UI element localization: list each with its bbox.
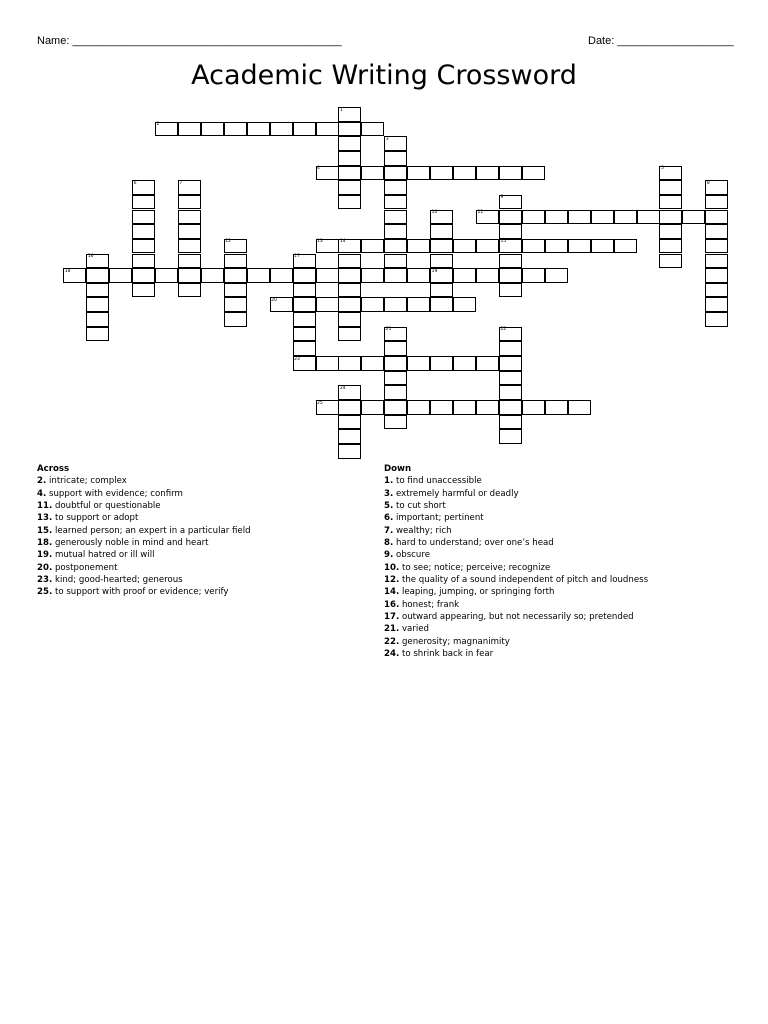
grid-cell[interactable] (361, 166, 384, 181)
grid-cell[interactable] (384, 385, 407, 400)
down-clue (384, 512, 744, 524)
clue-text: to cut short (393, 501, 446, 512)
grid-cell[interactable] (293, 268, 316, 283)
clue-text: to shrink back in fear (399, 649, 494, 660)
clue-text: kind; good-hearted; generous (52, 575, 183, 586)
grid-cell[interactable] (384, 415, 407, 430)
grid-cell[interactable] (705, 224, 728, 239)
grid-cell[interactable] (224, 254, 247, 269)
grid-cell[interactable] (499, 341, 522, 356)
cell-number: 16 (87, 254, 94, 259)
grid-cell[interactable] (522, 166, 545, 181)
grid-cell[interactable] (384, 297, 407, 312)
clue-text: leaping, jumping, or springing forth (399, 587, 555, 598)
grid-cell[interactable] (659, 210, 682, 225)
grid-cell[interactable] (453, 400, 476, 415)
down-clue (384, 500, 744, 512)
across-clue (37, 537, 367, 549)
grid-cell[interactable] (499, 429, 522, 444)
grid-cell[interactable] (132, 268, 155, 283)
grid-cell[interactable] (430, 239, 453, 254)
grid-cell[interactable] (522, 268, 545, 283)
grid-cell[interactable] (224, 297, 247, 312)
clue-number: 3. (384, 488, 394, 499)
grid-cell[interactable] (338, 327, 361, 342)
grid-cell[interactable] (430, 166, 453, 181)
clue-number: 5. (384, 501, 394, 512)
clue-number: 19. (37, 550, 53, 561)
page-title: Academic Writing Crossword (191, 60, 577, 91)
down-clue (384, 636, 744, 648)
cell-number: 8 (706, 180, 710, 186)
grid-cell[interactable] (705, 312, 728, 327)
grid-cell[interactable] (384, 239, 407, 254)
cell-number: 5 (660, 166, 664, 172)
grid-cell[interactable] (384, 224, 407, 239)
grid-cell[interactable] (338, 180, 361, 195)
grid-cell[interactable] (178, 122, 201, 137)
grid-cell[interactable] (614, 210, 637, 225)
cell-number: 11 (477, 210, 484, 216)
grid-cell[interactable] (247, 122, 270, 137)
grid-cell[interactable] (178, 195, 201, 210)
across-clue (37, 488, 367, 500)
grid-cell[interactable] (224, 122, 247, 137)
grid-cell[interactable] (659, 224, 682, 239)
grid-cell[interactable] (178, 268, 201, 283)
grid-cell[interactable] (705, 283, 728, 298)
down-clue-list (384, 475, 744, 660)
cell-number: 2 (156, 122, 160, 128)
grid-cell[interactable] (338, 136, 361, 151)
grid-cell[interactable] (637, 210, 660, 225)
cell-number: 19 (431, 268, 438, 274)
grid-cell[interactable] (407, 297, 430, 312)
grid-cell[interactable] (499, 356, 522, 371)
clue-text: wealthy; rich (393, 525, 452, 536)
grid-cell[interactable] (293, 297, 316, 312)
clue-number: 12. (384, 575, 400, 586)
grid-cell[interactable] (109, 268, 132, 283)
clue-text: honest; frank (399, 599, 460, 610)
grid-cell[interactable] (499, 210, 522, 225)
cell-number: 20 (271, 297, 277, 303)
grid-cell[interactable] (338, 151, 361, 166)
grid-cell[interactable] (178, 283, 201, 298)
grid-cell[interactable] (384, 356, 407, 371)
name-field[interactable]: Name: ____________________________________________ (37, 35, 342, 47)
grid-cell[interactable] (338, 268, 361, 283)
grid-cell[interactable] (407, 400, 430, 415)
clue-number: 21. (384, 624, 400, 635)
grid-cell[interactable] (453, 239, 476, 254)
grid-cell[interactable] (293, 122, 316, 137)
down-clue (384, 648, 744, 660)
grid-cell[interactable] (224, 312, 247, 327)
cell-number: 18 (64, 268, 71, 274)
grid-cell[interactable] (338, 122, 361, 137)
grid-cell[interactable] (545, 239, 568, 254)
clue-number: 9. (384, 550, 394, 561)
grid-cell[interactable] (476, 268, 499, 283)
grid-cell[interactable] (384, 254, 407, 269)
clue-number: 14. (384, 587, 400, 598)
grid-cell[interactable] (338, 283, 361, 298)
grid-cell[interactable] (132, 195, 155, 210)
grid-cell[interactable] (453, 356, 476, 371)
grid-cell[interactable] (476, 356, 499, 371)
across-clue (37, 500, 367, 512)
grid-cell[interactable] (499, 254, 522, 269)
clue-number: 15. (37, 525, 53, 536)
grid-cell[interactable] (224, 283, 247, 298)
clue-number: 22. (384, 636, 400, 647)
cell-number: 25 (317, 400, 323, 406)
grid-cell[interactable] (361, 268, 384, 283)
grid-cell[interactable] (338, 195, 361, 210)
down-clue (384, 623, 744, 635)
clue-number: 7. (384, 525, 394, 536)
grid-cell[interactable] (499, 415, 522, 430)
clue-number: 1. (384, 476, 394, 487)
grid-cell[interactable] (384, 400, 407, 415)
clue-text: to find unaccessible (393, 476, 482, 487)
grid-cell[interactable] (568, 210, 591, 225)
grid-cell[interactable] (361, 400, 384, 415)
grid-cell[interactable] (361, 239, 384, 254)
down-clue (384, 537, 744, 549)
grid-cell[interactable] (384, 371, 407, 386)
grid-cell[interactable] (178, 254, 201, 269)
clue-text: to support with proof or evidence; verify (52, 587, 229, 598)
grid-cell[interactable] (430, 356, 453, 371)
grid-cell[interactable] (316, 297, 339, 312)
across-clue (37, 549, 367, 561)
grid-cell[interactable] (361, 356, 384, 371)
clue-text: mutual hatred or ill will (52, 550, 155, 561)
grid-cell[interactable] (178, 210, 201, 225)
grid-cell[interactable] (499, 385, 522, 400)
down-clue (384, 488, 744, 500)
clue-text: extremely harmful or deadly (393, 488, 519, 499)
clue-text: learned person; an expert in a particular field (52, 525, 251, 536)
clue-number: 17. (384, 612, 400, 623)
cell-number: 10 (431, 210, 438, 216)
grid-cell[interactable] (430, 283, 453, 298)
cell-number: 24 (339, 385, 346, 391)
grid-cell[interactable] (384, 195, 407, 210)
grid-cell[interactable] (201, 268, 224, 283)
grid-cell[interactable] (705, 254, 728, 269)
down-clue (384, 611, 744, 623)
grid-cell[interactable] (430, 254, 453, 269)
grid-cell[interactable] (132, 239, 155, 254)
grid-cell[interactable] (338, 312, 361, 327)
clue-text: postponement (52, 562, 118, 573)
grid-cell[interactable] (591, 210, 614, 225)
grid-cell[interactable] (132, 210, 155, 225)
grid-cell[interactable] (293, 312, 316, 327)
clue-number: 24. (384, 649, 400, 660)
grid-cell[interactable] (338, 429, 361, 444)
grid-cell[interactable] (659, 180, 682, 195)
grid-cell[interactable] (659, 195, 682, 210)
clue-number: 10. (384, 562, 400, 573)
cell-number: 17 (294, 254, 300, 259)
grid-cell[interactable] (705, 297, 728, 312)
grid-cell[interactable] (361, 297, 384, 312)
grid-cell[interactable] (338, 166, 361, 181)
grid-cell[interactable] (132, 224, 155, 239)
clue-text: important; pertinent (393, 513, 484, 524)
clue-number: 13. (37, 513, 53, 524)
grid-cell[interactable] (247, 268, 270, 283)
grid-cell[interactable] (361, 122, 384, 137)
grid-cell[interactable] (86, 312, 109, 327)
down-heading: Down (384, 464, 412, 474)
grid-cell[interactable] (682, 210, 705, 225)
grid-cell[interactable] (430, 297, 453, 312)
grid-cell[interactable] (545, 268, 568, 283)
clue-number: 8. (384, 538, 394, 549)
grid-cell[interactable] (155, 268, 178, 283)
grid-cell[interactable] (316, 122, 339, 137)
grid-cell[interactable] (86, 283, 109, 298)
grid-cell[interactable] (338, 415, 361, 430)
clue-text: varied (399, 624, 429, 635)
down-clues (384, 463, 744, 661)
grid-cell[interactable] (86, 327, 109, 342)
cell-number: 9 (500, 195, 504, 201)
clue-number: 25. (37, 587, 53, 598)
grid-cell[interactable] (705, 195, 728, 210)
grid-cell[interactable] (430, 400, 453, 415)
clue-text: intricate; complex (46, 476, 127, 487)
grid-cell[interactable] (522, 210, 545, 225)
grid-cell[interactable] (522, 400, 545, 415)
clue-number: 18. (37, 538, 53, 549)
across-clue (37, 574, 367, 586)
grid-cell[interactable] (453, 166, 476, 181)
grid-cell[interactable] (430, 224, 453, 239)
clue-text: generosity; magnanimity (399, 636, 510, 647)
grid-cell[interactable] (338, 444, 361, 459)
grid-cell[interactable] (270, 268, 293, 283)
grid-cell[interactable] (476, 239, 499, 254)
clue-number: 23. (37, 575, 53, 586)
clue-text: to see; notice; perceive; recognize (399, 562, 551, 573)
grid-cell[interactable] (293, 341, 316, 356)
cell-number: 7 (179, 180, 183, 186)
clue-text: obscure (393, 550, 430, 561)
grid-cell[interactable] (86, 297, 109, 312)
clue-text: outward appearing, but not necessarily so; pretended (399, 612, 634, 623)
grid-cell[interactable] (384, 151, 407, 166)
grid-cell[interactable] (568, 239, 591, 254)
cell-number: 1 (339, 107, 343, 113)
clue-text: generously noble in mind and heart (52, 538, 209, 549)
down-clue (384, 549, 744, 561)
cell-number: 3 (385, 136, 389, 142)
grid-cell[interactable] (705, 239, 728, 254)
clue-text: the quality of a sound independent of pitch and loudness (399, 575, 649, 586)
grid-cell[interactable] (545, 210, 568, 225)
grid-cell[interactable] (384, 210, 407, 225)
grid-cell[interactable] (705, 268, 728, 283)
grid-cell[interactable] (499, 268, 522, 283)
across-clue (37, 475, 367, 487)
clue-text: hard to understand; over one’s head (393, 538, 554, 549)
clue-text: support with evidence; confirm (46, 488, 183, 499)
grid-cell[interactable] (453, 297, 476, 312)
down-clue (384, 599, 744, 611)
across-heading: Across (37, 464, 70, 474)
clue-text: to support or adopt (52, 513, 139, 524)
cell-number: 6 (133, 180, 137, 186)
grid-cell[interactable] (591, 239, 614, 254)
down-clue (384, 562, 744, 574)
grid-cell[interactable] (384, 166, 407, 181)
clue-number: 20. (37, 562, 53, 573)
grid-cell[interactable] (499, 400, 522, 415)
cell-number: 21 (385, 327, 392, 333)
cell-number: 15 (500, 239, 507, 245)
cell-number: 22 (500, 327, 507, 333)
cell-number: 13 (317, 239, 323, 245)
grid-cell[interactable] (407, 356, 430, 371)
clue-number: 6. (384, 513, 394, 524)
grid-cell[interactable] (316, 268, 339, 283)
grid-cell[interactable] (384, 180, 407, 195)
grid-cell[interactable] (453, 268, 476, 283)
grid-cell[interactable] (178, 224, 201, 239)
down-clue (384, 475, 744, 487)
down-clue (384, 586, 744, 598)
grid-cell[interactable] (614, 239, 637, 254)
cell-number: 4 (317, 166, 320, 172)
grid-cell[interactable] (270, 122, 293, 137)
across-clue (37, 512, 367, 524)
clue-number: 2. (37, 476, 47, 487)
across-clues (37, 463, 367, 599)
grid-cell[interactable] (86, 268, 109, 283)
grid-cell[interactable] (568, 400, 591, 415)
grid-cell[interactable] (338, 356, 361, 371)
date-field[interactable]: Date: ___________________ (588, 35, 734, 47)
grid-cell[interactable] (178, 239, 201, 254)
grid-cell[interactable] (499, 224, 522, 239)
grid-cell[interactable] (384, 341, 407, 356)
grid-cell[interactable] (224, 268, 247, 283)
grid-cell[interactable] (201, 122, 224, 137)
grid-cell[interactable] (293, 283, 316, 298)
grid-cell[interactable] (545, 400, 568, 415)
down-clue (384, 525, 744, 537)
clue-number: 11. (37, 501, 53, 512)
across-clue (37, 562, 367, 574)
grid-cell[interactable] (132, 254, 155, 269)
across-clue (37, 525, 367, 537)
grid-cell[interactable] (659, 239, 682, 254)
across-clue (37, 586, 367, 598)
clue-text: doubtful or questionable (52, 501, 161, 512)
grid-cell[interactable] (705, 210, 728, 225)
grid-cell[interactable] (316, 356, 339, 371)
cell-number: 14 (339, 239, 346, 245)
grid-cell[interactable] (522, 239, 545, 254)
grid-cell[interactable] (476, 400, 499, 415)
across-clue-list (37, 475, 367, 598)
grid-cell[interactable] (476, 166, 499, 181)
grid-cell[interactable] (407, 268, 430, 283)
grid-cell[interactable] (293, 327, 316, 342)
cell-number: 12 (225, 239, 232, 245)
grid-cell[interactable] (338, 254, 361, 269)
grid-cell[interactable] (132, 283, 155, 298)
grid-cell[interactable] (338, 297, 361, 312)
grid-cell[interactable] (659, 254, 682, 269)
down-clue (384, 574, 744, 586)
grid-cell[interactable] (499, 283, 522, 298)
grid-cell[interactable] (384, 268, 407, 283)
grid-cell[interactable] (499, 371, 522, 386)
clue-number: 4. (37, 488, 47, 499)
crossword-grid (0, 0, 768, 460)
grid-cell[interactable] (499, 166, 522, 181)
cell-number: 23 (294, 356, 300, 362)
grid-cell[interactable] (407, 239, 430, 254)
grid-cell[interactable] (338, 400, 361, 415)
clue-number: 16. (384, 599, 400, 610)
grid-cell[interactable] (407, 166, 430, 181)
